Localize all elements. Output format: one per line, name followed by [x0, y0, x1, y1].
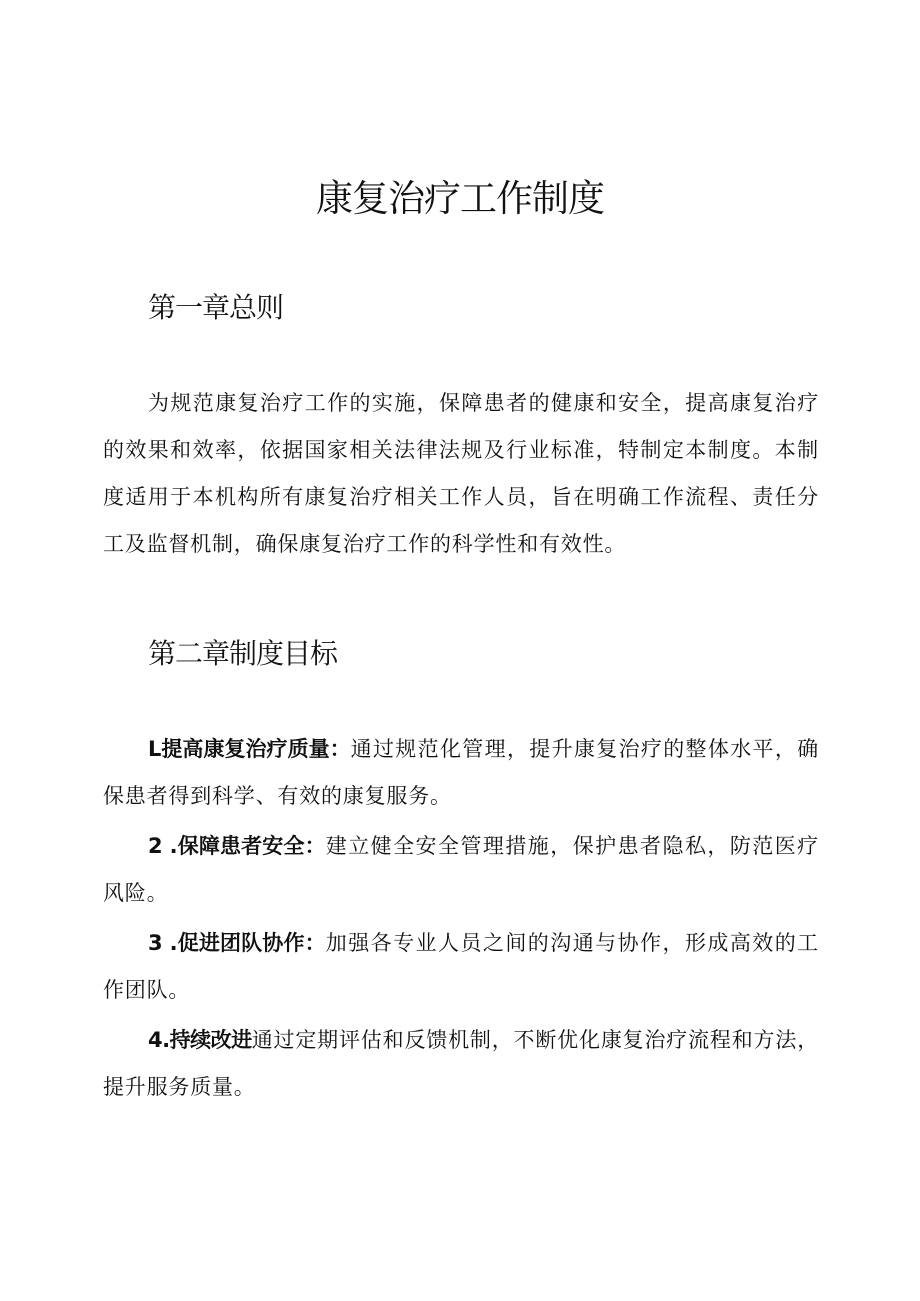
goal-item-4-lead: 4.持续改进 [148, 1028, 252, 1052]
goal-item-4 [103, 1017, 819, 1111]
goal-item-1-text: 通过规范化管理，提升康复治疗的整体水平，确保患者得到科学、有效的康复服务。 [103, 737, 819, 808]
goal-item-1 [103, 726, 819, 820]
goal-item-2-lead: 2 .保障患者安全： [148, 834, 326, 858]
goal-item-2-text: 建立健全安全管理措施，保护患者隐私，防范医疗风险。 [103, 834, 819, 905]
goal-item-3-lead: 3 .促进团队协作： [148, 931, 326, 955]
goal-item-2 [103, 823, 819, 917]
goal-item-3-text: 加强各专业人员之间的沟通与协作，形成高效的工作团队。 [103, 931, 819, 1002]
chapter-1-heading: 第一章总则 [148, 291, 284, 324]
chapter-2-heading: 第二章制度目标 [148, 637, 338, 670]
goal-item-4-text: 通过定期评估和反馈机制，不断优化康复治疗流程和方法，提升服务质量。 [103, 1028, 819, 1099]
chapter-1-paragraph: 为规范康复治疗工作的实施，保障患者的健康和安全，提高康复治疗的效果和效率，依据国家相关法律法规及行业标准，特制定本制度。本制度适用于本机构所有康复治疗相关工作人员，旨在明确工作流程、责任分工及监督机制，确保康复治疗工作的科学性和有效性。 [103, 391, 819, 556]
goal-item-3 [103, 920, 819, 1014]
goal-item-1-lead: L提高康复治疗质量： [148, 737, 351, 761]
document-title: 康复治疗工作制度 [316, 177, 604, 220]
